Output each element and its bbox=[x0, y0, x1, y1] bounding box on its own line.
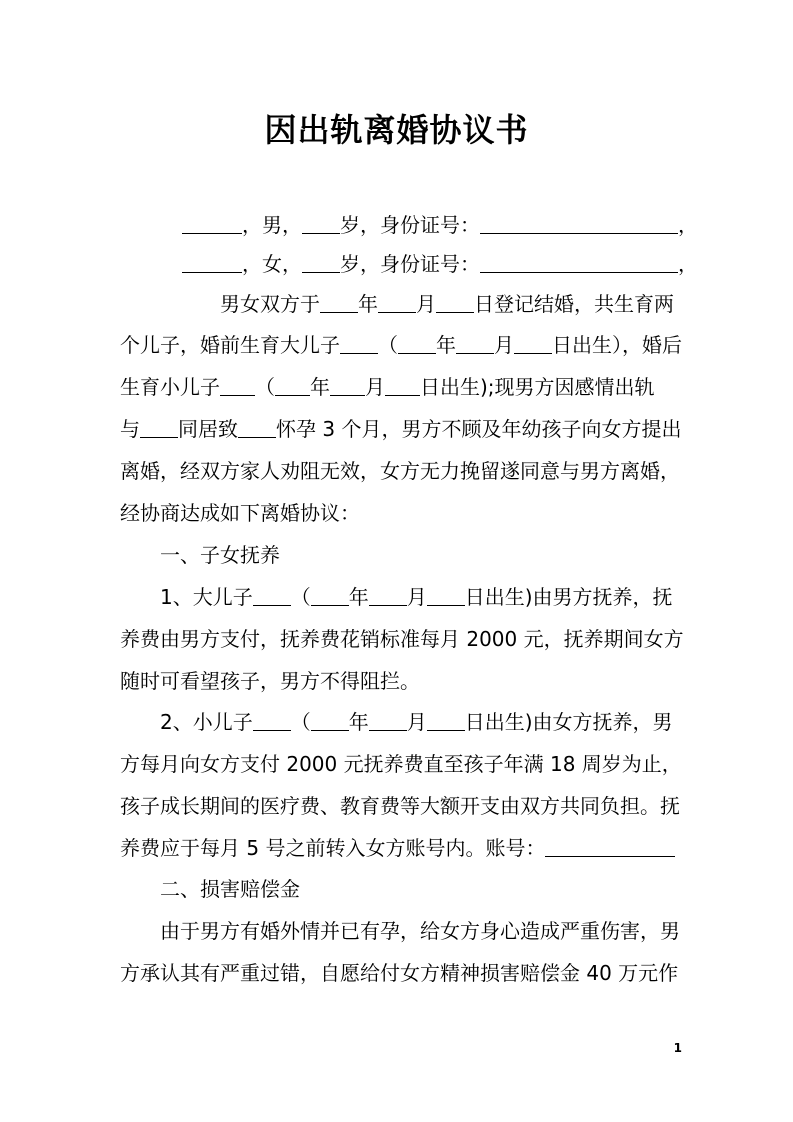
name-blank[interactable] bbox=[182, 213, 242, 234]
month-blank[interactable] bbox=[369, 710, 407, 731]
name-blank[interactable] bbox=[182, 252, 242, 273]
name-blank[interactable] bbox=[253, 585, 291, 606]
age-blank[interactable] bbox=[302, 213, 340, 234]
paragraph-line: 2、小儿子 （ 年 月 日出生)由女方抚养，男 bbox=[160, 710, 673, 734]
month-blank[interactable] bbox=[369, 585, 407, 606]
paragraph-line: 个儿子，婚前生育大儿子 （ 年 月 日出生），婚后 bbox=[120, 333, 682, 357]
name-blank[interactable] bbox=[340, 333, 378, 354]
day-blank[interactable] bbox=[385, 375, 420, 396]
account-number-blank[interactable] bbox=[545, 836, 675, 857]
person-blank[interactable] bbox=[140, 417, 178, 438]
id-number-blank[interactable] bbox=[480, 213, 678, 234]
paragraph-line: 由于男方有婚外情并已有孕，给女方身心造成严重伤害，男 bbox=[160, 919, 680, 943]
id-number-blank[interactable] bbox=[480, 252, 678, 273]
paragraph-line: 1、大儿子 （ 年 月 日出生)由男方抚养，抚 bbox=[160, 585, 673, 609]
paragraph-line: 男女双方于 年 月 日登记结婚，共生育两 bbox=[220, 292, 674, 316]
section-heading: 一、子女抚养 bbox=[160, 543, 280, 567]
month-blank[interactable] bbox=[378, 292, 416, 313]
day-blank[interactable] bbox=[436, 292, 474, 313]
month-blank[interactable] bbox=[330, 375, 365, 396]
person-blank[interactable] bbox=[238, 417, 276, 438]
paragraph-line: 养费由男方支付，抚养费花销标准每月 2000 元，抚养期间女方 bbox=[120, 627, 684, 651]
age-blank[interactable] bbox=[302, 252, 340, 273]
day-blank[interactable] bbox=[514, 333, 552, 354]
year-blank[interactable] bbox=[311, 585, 349, 606]
year-blank[interactable] bbox=[398, 333, 436, 354]
paragraph-line: 与 同居致 怀孕 3 个月，男方不顾及年幼孩子向女方提出 bbox=[120, 417, 682, 441]
month-blank[interactable] bbox=[456, 333, 494, 354]
year-blank[interactable] bbox=[275, 375, 310, 396]
section-heading: 二、损害赔偿金 bbox=[160, 877, 300, 901]
name-blank[interactable] bbox=[220, 375, 255, 396]
day-blank[interactable] bbox=[427, 585, 465, 606]
paragraph-line: 方承认其有严重过错，自愿给付女方精神损害赔偿金 40 万元作 bbox=[120, 961, 679, 985]
paragraph-line: 随时可看望孩子，男方不得阻拦。 bbox=[120, 669, 420, 693]
document-title: 因出轨离婚协议书 bbox=[264, 111, 529, 149]
party-female-line: ，女， 岁，身份证号： ， bbox=[182, 250, 738, 278]
paragraph-line: 经协商达成如下离婚协议： bbox=[120, 501, 360, 525]
paragraph-line: 生育小儿子 （ 年 月 日出生);现男方因感情出轨 bbox=[120, 375, 655, 399]
year-blank[interactable] bbox=[320, 292, 358, 313]
day-blank[interactable] bbox=[427, 710, 465, 731]
page-number: 1 bbox=[673, 1041, 682, 1055]
party-male-line: ，男， 岁，身份证号： ， bbox=[182, 211, 738, 239]
paragraph-line: 方每月向女方支付 2000 元抚养费直至孩子年满 18 周岁为止， bbox=[120, 752, 682, 776]
paragraph-line: 离婚，经双方家人劝阻无效，女方无力挽留遂同意与男方离婚， bbox=[120, 459, 680, 483]
year-blank[interactable] bbox=[311, 710, 349, 731]
paragraph-line: 养费应于每月 5 号之前转入女方账号内。账号： bbox=[120, 834, 676, 862]
name-blank[interactable] bbox=[253, 710, 291, 731]
paragraph-line: 孩子成长期间的医疗费、教育费等大额开支由双方共同负担。抚 bbox=[120, 794, 680, 818]
